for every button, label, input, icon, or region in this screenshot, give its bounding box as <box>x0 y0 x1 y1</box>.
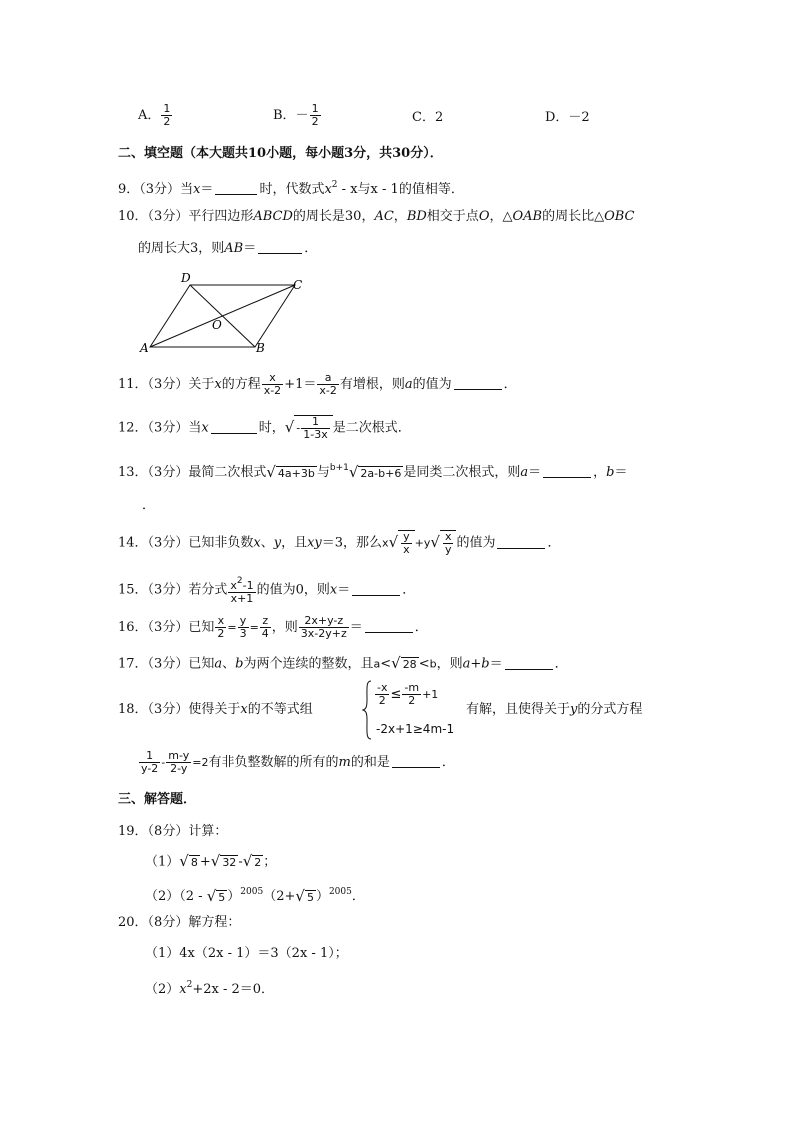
question-18-cont <box>138 750 455 775</box>
label-b: B <box>256 341 265 355</box>
square-root <box>430 530 456 556</box>
text: 为两个连续的整数，且 <box>243 656 374 672</box>
radical-sign: √ <box>391 654 401 672</box>
radicand: 28 <box>402 658 417 671</box>
text: b <box>429 657 437 671</box>
denominator: y-2 <box>141 762 159 775</box>
text: 计算： <box>188 824 228 839</box>
text: 与 <box>357 182 371 197</box>
text: 时， <box>258 420 285 436</box>
text: = <box>249 621 259 634</box>
text: ； <box>263 854 277 870</box>
text: - <box>296 421 301 435</box>
denominator: 2-y <box>170 762 188 775</box>
denominator: x+1 <box>230 592 254 605</box>
q-score: （3分） <box>147 582 189 598</box>
q-score: （8分） <box>147 824 189 839</box>
q-number: 9． <box>118 182 140 197</box>
parallelogram-figure <box>135 266 315 358</box>
fraction <box>238 615 249 640</box>
q-score: （3分） <box>147 209 189 224</box>
answer-blank[interactable] <box>120 497 140 511</box>
text: ，且 <box>281 535 308 551</box>
exponent: 2 <box>331 180 338 190</box>
text: ＝ <box>489 656 503 672</box>
q-number: 18． <box>118 702 148 717</box>
question-9 <box>118 175 464 200</box>
question-12 <box>118 415 411 441</box>
exponent: 2005 <box>240 887 264 897</box>
square-root <box>207 886 228 908</box>
var: x <box>324 182 332 197</box>
numerator: a <box>317 372 338 385</box>
question-20 <box>118 913 240 933</box>
text: （2） <box>145 889 180 904</box>
text: 有解，且使得关于 <box>466 702 571 717</box>
radical-sign: √ <box>179 852 189 870</box>
var: x <box>214 377 222 392</box>
text: ） <box>227 889 241 904</box>
text: ． <box>547 535 561 551</box>
answer-blank[interactable] <box>505 655 553 670</box>
text: x <box>230 579 237 592</box>
radical-sign: √ <box>206 886 217 905</box>
square-root <box>211 851 239 873</box>
text: ，则 <box>436 656 463 672</box>
text: ＝ <box>337 582 351 598</box>
var: b <box>606 465 615 480</box>
question-19-part2 <box>145 882 365 908</box>
diagonal-bd <box>190 285 255 347</box>
var: OBC <box>604 209 635 224</box>
q-score: （3分） <box>147 535 189 551</box>
text: 的不等式组 <box>247 702 313 717</box>
numerator: y <box>403 530 410 543</box>
answer-blank[interactable] <box>365 618 413 633</box>
answer-blank[interactable] <box>543 463 591 478</box>
question-15 <box>118 575 415 605</box>
text: ，则 <box>271 620 298 635</box>
numerator: 2x+y-z <box>299 615 349 628</box>
text: x - 1 <box>370 182 399 197</box>
option-b-label: B．－ <box>273 108 309 123</box>
text: = <box>227 621 237 634</box>
q-score: （3分） <box>147 702 189 717</box>
text: ＝ <box>349 620 363 635</box>
radical-sign: √ <box>210 852 221 870</box>
q-score: （3分） <box>147 620 189 635</box>
question-18-part2 <box>466 700 642 720</box>
numerator: -x <box>377 681 388 694</box>
label-a: A <box>140 341 149 355</box>
text: ＝ <box>614 465 628 480</box>
q-score: （3分） <box>139 182 181 197</box>
denominator: 2 <box>217 627 225 640</box>
q-score: （3分） <box>147 420 189 436</box>
answer-blank[interactable] <box>258 239 302 254</box>
q-number: 20． <box>118 915 148 930</box>
q-number: 14． <box>118 535 148 551</box>
option-a <box>138 103 173 128</box>
fraction <box>228 575 255 605</box>
text: a <box>373 657 381 671</box>
var: O <box>478 209 490 224</box>
text: （1） <box>145 946 180 961</box>
label-c: C <box>293 278 303 292</box>
q-number: 17． <box>118 656 148 672</box>
denominator: x-2 <box>319 384 337 397</box>
var: x <box>240 702 248 717</box>
text: 解方程： <box>188 915 241 930</box>
text: （2 - <box>179 889 207 904</box>
text: 平行四边形 <box>188 209 254 224</box>
fraction <box>443 531 454 556</box>
q-score: （8分） <box>147 915 189 930</box>
q-score: （3分） <box>147 465 189 480</box>
var: b <box>235 656 244 672</box>
answer-blank[interactable] <box>392 753 440 768</box>
q-score: （3分） <box>147 377 189 392</box>
text: ＝ <box>528 465 542 480</box>
text: 当 <box>188 420 202 436</box>
inequality-1 <box>374 682 438 707</box>
numerator: y <box>238 615 249 628</box>
square-root <box>243 851 264 873</box>
var: a+b <box>462 656 490 672</box>
text: 已知 <box>188 620 215 635</box>
var: a <box>404 377 413 392</box>
question-16 <box>118 615 428 640</box>
text: 与 <box>316 465 330 480</box>
radicand <box>294 415 332 441</box>
fraction <box>310 103 321 128</box>
square-root <box>266 462 317 484</box>
answer-blank[interactable] <box>211 419 257 434</box>
exponent: 2005 <box>328 887 352 897</box>
var: x <box>329 582 338 598</box>
radical-sign: √ <box>295 886 305 905</box>
denominator: 3 <box>239 627 247 640</box>
var: a <box>214 656 223 672</box>
denominator: 4 <box>261 627 269 640</box>
var: y <box>273 535 282 551</box>
var: y <box>570 702 578 717</box>
radical-sign: √ <box>348 462 359 481</box>
square-root <box>179 851 200 873</box>
question-18 <box>118 700 313 720</box>
radical-sign: √ <box>242 852 253 870</box>
text: 已知 <box>188 656 215 672</box>
fraction <box>260 615 271 640</box>
option-b <box>273 103 322 128</box>
text: 的周长比△ <box>542 209 605 224</box>
text: 当 <box>180 182 194 197</box>
radical-sign: √ <box>266 462 276 481</box>
text: 时，代数式 <box>259 182 325 197</box>
denominator: 2 <box>311 115 319 128</box>
text: +y <box>414 536 431 550</box>
label-o: O <box>212 318 222 332</box>
denominator: 2 <box>163 115 171 128</box>
text: 关于 <box>188 377 215 392</box>
numerator: 1 <box>311 102 319 115</box>
q-number: 15． <box>118 582 148 598</box>
exponent: 2 <box>236 576 243 586</box>
question-11 <box>118 372 517 397</box>
square-root <box>349 462 403 484</box>
fraction <box>317 372 338 397</box>
var: x <box>193 182 201 197</box>
text: ） <box>315 889 329 904</box>
text: ． <box>142 498 156 513</box>
text: 的和是 <box>350 755 390 770</box>
root-index: b+1 <box>329 463 349 473</box>
text: - <box>161 756 166 769</box>
text: 已知非负数 <box>188 535 254 551</box>
question-10-cont <box>138 239 317 259</box>
numerator: x <box>262 372 283 385</box>
numerator: 1 <box>163 102 171 115</box>
denominator: y <box>444 543 452 556</box>
square-root <box>389 530 415 556</box>
radicand: 32 <box>222 856 237 869</box>
text: ，△ <box>489 209 513 224</box>
text: 最简二次根式 <box>188 465 267 480</box>
text: + <box>199 854 211 870</box>
numerator: -m <box>404 681 420 694</box>
question-10 <box>118 207 635 227</box>
numerator: x <box>215 615 226 628</box>
question-14 <box>118 530 560 556</box>
question-13 <box>118 458 627 484</box>
question-19 <box>118 822 227 842</box>
answer-blank[interactable] <box>215 180 257 195</box>
q-number: 16． <box>118 620 148 635</box>
var: ABCD <box>253 209 293 224</box>
denominator: 1-3x <box>303 428 328 441</box>
fraction <box>215 615 226 640</box>
denominator: x <box>403 543 410 556</box>
text: （1） <box>145 854 180 870</box>
fraction <box>166 750 191 775</box>
var: x <box>201 420 209 436</box>
q-number: 19． <box>118 824 148 839</box>
answer-blank[interactable] <box>454 375 502 390</box>
radical-sign: √ <box>388 532 399 551</box>
var: BD <box>406 209 427 224</box>
text: 相交于点 <box>426 209 479 224</box>
text: ． <box>441 755 455 770</box>
text: ． <box>414 620 428 635</box>
text: 使得关于 <box>188 702 241 717</box>
fraction <box>375 682 389 707</box>
text: ＝ <box>243 241 257 256</box>
text: ≤ <box>390 687 402 702</box>
q-number: 13． <box>118 465 148 480</box>
var: AC <box>374 209 394 224</box>
radicand: 4a+3b <box>277 466 315 480</box>
question-13-cont <box>118 496 155 516</box>
radical-sign: √ <box>430 532 440 551</box>
var: xy <box>307 535 322 551</box>
numerator: 1 <box>301 416 329 429</box>
denominator: 3x-2y+z <box>300 627 347 640</box>
fraction <box>161 103 172 128</box>
numerator <box>228 575 255 593</box>
text: 是同类二次根式，则 <box>403 465 521 480</box>
answer-blank[interactable] <box>352 581 400 596</box>
numerator: 1 <box>139 750 160 763</box>
radicand: 2a-b+6 <box>360 466 402 480</box>
option-a-label: A． <box>138 108 161 123</box>
text: （2+ <box>263 889 296 904</box>
text: < <box>418 656 430 672</box>
text: ＝ <box>200 182 214 197</box>
text: 的值为 <box>456 535 496 551</box>
radicand: 5 <box>306 890 314 904</box>
var: m <box>338 755 351 770</box>
fraction <box>262 372 283 397</box>
fraction <box>301 416 329 441</box>
text: +2x - 2＝0． <box>192 982 275 997</box>
section-title: 二、填空题（本大题共10小题，每小题3分，共30分）． <box>118 146 443 161</box>
text: （2） <box>145 982 180 997</box>
question-19-part1 <box>145 851 276 873</box>
text: ． <box>554 656 568 672</box>
text: < <box>380 656 392 672</box>
text: 是二次根式． <box>332 420 411 436</box>
exponent: 2 <box>186 980 193 990</box>
q-score: （3分） <box>147 656 189 672</box>
text: 4x（2x - 1）＝3（2x - 1）； <box>179 946 348 961</box>
text: - x <box>337 182 358 197</box>
fraction <box>402 682 421 707</box>
var: OAB <box>512 209 543 224</box>
brace-icon <box>362 680 372 740</box>
text: x <box>382 536 389 550</box>
square-root <box>285 415 333 441</box>
text: 、 <box>260 535 274 551</box>
denominator: 2 <box>378 694 386 707</box>
radicand: 2 <box>254 856 262 869</box>
text: 若分式 <box>188 582 228 598</box>
var: AB <box>224 241 244 256</box>
radicand: 8 <box>190 856 198 869</box>
text: -1 <box>242 579 254 592</box>
var: x <box>253 535 261 551</box>
text: ． <box>304 241 318 256</box>
text: +1 <box>422 688 439 701</box>
numerator: z <box>260 615 271 628</box>
text: - <box>238 854 243 870</box>
numerator: m-y <box>168 749 190 762</box>
text: ． <box>351 889 365 904</box>
text: 的分式方程 <box>577 702 643 717</box>
var: a <box>520 465 529 480</box>
option-c: C．2 <box>412 110 444 125</box>
text: ． <box>402 582 416 598</box>
text: 有增根，则 <box>339 377 405 392</box>
text: 的周长大3，则 <box>138 241 225 256</box>
text: ＝3，那么 <box>321 535 383 551</box>
square-root <box>391 653 419 675</box>
text: 的周长是30， <box>292 209 375 224</box>
inequality-2: -2x+1≥4m-1 <box>376 722 455 736</box>
text: =2 <box>192 756 209 769</box>
radicand: 5 <box>218 890 226 904</box>
denominator: 2 <box>408 694 416 707</box>
text: 的值相等． <box>398 182 464 197</box>
answer-blank[interactable] <box>497 534 545 549</box>
numerator: x <box>444 530 452 543</box>
text: ． <box>503 377 517 392</box>
question-20-part2 <box>145 975 274 1000</box>
text: 的值为0，则 <box>256 582 330 598</box>
radical-sign: √ <box>284 417 295 436</box>
fraction <box>139 750 160 775</box>
radicand <box>440 530 457 556</box>
square-root <box>295 886 316 908</box>
denominator: x-2 <box>263 384 282 397</box>
text: ， <box>593 465 607 480</box>
fraction <box>299 615 349 640</box>
text: ， <box>393 209 407 224</box>
question-17 <box>118 653 568 675</box>
q-number: 12． <box>118 420 148 436</box>
fraction <box>401 531 412 556</box>
text: 、 <box>222 656 236 672</box>
text: +1＝ <box>284 377 317 392</box>
q-number: 11． <box>118 377 148 392</box>
text: 的方程 <box>221 377 261 392</box>
text: 的值为 <box>412 377 452 392</box>
q-number: 10． <box>118 209 148 224</box>
radicand <box>398 530 415 556</box>
option-d: D．－2 <box>545 110 590 125</box>
var: x <box>179 982 187 997</box>
question-20-part1 <box>145 944 348 964</box>
label-d: D <box>181 271 191 285</box>
section-title: 三、解答题． <box>118 792 197 807</box>
text: 有非负整数解的所有的 <box>208 755 339 770</box>
